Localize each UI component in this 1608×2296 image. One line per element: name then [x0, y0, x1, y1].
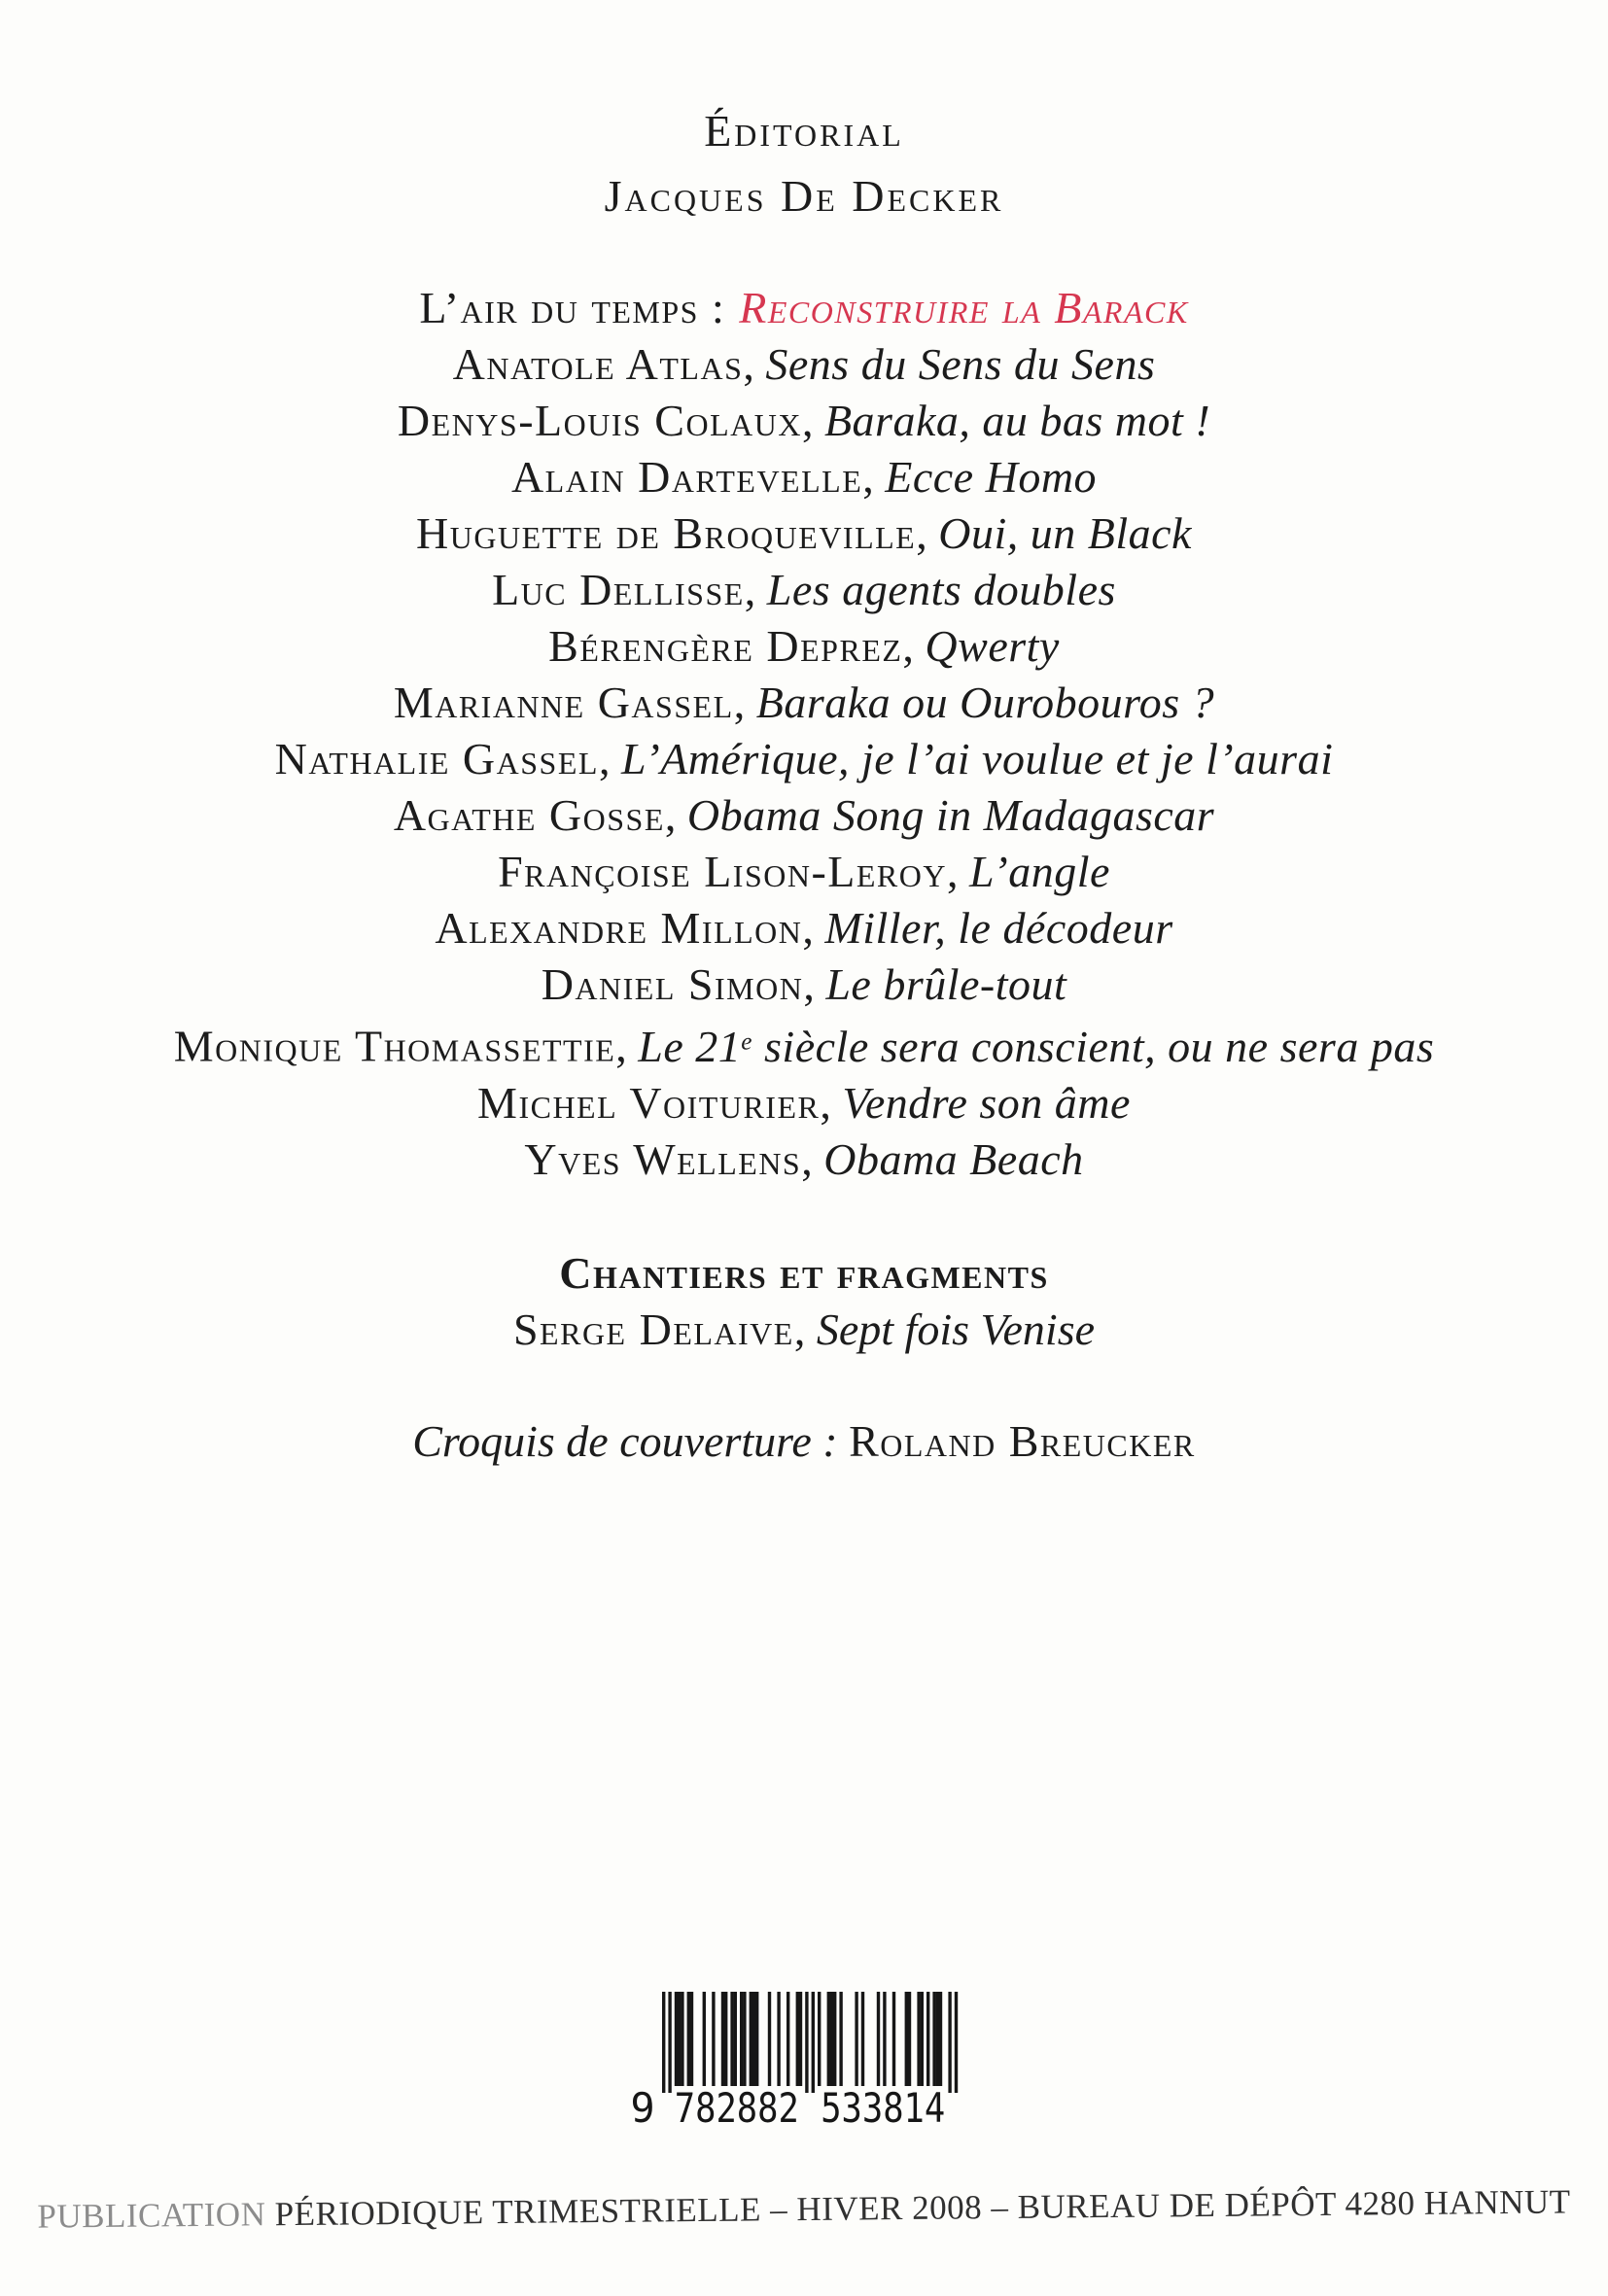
editorial-title: Éditorial: [704, 106, 904, 156]
cover-credit-line: [0, 1413, 1608, 1470]
entry-separator: ,: [902, 621, 926, 671]
isbn-barcode: [0, 1986, 1608, 2132]
air-du-temps-label: L’air du temps :: [419, 283, 726, 332]
entry-title: L’angle: [969, 847, 1110, 896]
publication-footer: [0, 2181, 1608, 2238]
entry-title: Les agents doubles: [766, 565, 1116, 614]
cover-credit-label: Croquis de couverture :: [412, 1416, 838, 1466]
toc-entry: [0, 393, 1608, 449]
svg-text:782882: 782882: [674, 2084, 799, 2132]
air-du-temps-theme: Reconstruire la Barack: [739, 283, 1189, 332]
entry-title: L’Amérique, je l’ai voulue et je l’aurai: [620, 734, 1334, 783]
entry-author: Alexandre Millon: [435, 903, 803, 953]
svg-text:9: 9: [630, 2084, 655, 2132]
entry-separator: ,: [916, 508, 939, 558]
toc-entry: [0, 787, 1608, 844]
entry-title: Oui, un Black: [938, 508, 1192, 558]
entry-author: Yves Wellens: [524, 1133, 802, 1184]
entry-title: Baraka ou Ourobouros ?: [755, 678, 1215, 727]
entry-separator: ,: [744, 565, 767, 614]
toc-entry: [0, 562, 1608, 618]
toc-entry: [0, 675, 1608, 731]
entry-separator: ,: [803, 959, 826, 1009]
air-du-temps-heading: [0, 280, 1608, 336]
toc-entry: [0, 731, 1608, 787]
entry-author: Denys-Louis Colaux: [397, 396, 802, 445]
toc-entry: [0, 900, 1608, 957]
footer-faded-word: PUBLICATION: [37, 2195, 266, 2236]
entry-title: Le brûle-tout: [825, 959, 1067, 1009]
entry-separator: ,: [801, 396, 824, 445]
entry-separator: ,: [664, 790, 687, 840]
chantiers-section: [0, 1245, 1608, 1358]
toc-entry: [0, 505, 1608, 562]
entry-title: Miller, le décodeur: [824, 903, 1173, 953]
editorial-author: Jacques De Decker: [604, 171, 1004, 221]
air-du-temps-section: [0, 280, 1608, 1188]
entry-title: Obama Beach: [823, 1133, 1084, 1184]
entry-author: Monique Thomassettie: [173, 1021, 616, 1071]
entry-author: Marianne Gassel: [393, 678, 734, 727]
entry-title: Qwerty: [925, 621, 1060, 671]
footer-text: PÉRIODIQUE TRIMESTRIELLE – HIVER 2008 – BUREAU DE DÉPÔT 4280 HANNUT: [274, 2182, 1571, 2234]
entry-author: Bérengère Deprez: [548, 621, 903, 671]
entry-title: Baraka, au bas mot !: [823, 396, 1211, 445]
toc-entry: [0, 1013, 1608, 1075]
entry-separator: ,: [947, 847, 969, 896]
entry-title: Sept fois Venise: [816, 1305, 1096, 1354]
toc-entry: [0, 1131, 1608, 1188]
entry-title: Vendre son âme: [842, 1077, 1131, 1128]
chantiers-heading: Chantiers et fragments: [559, 1248, 1049, 1298]
toc-entry: [0, 957, 1608, 1013]
entry-author: Françoise Lison-Leroy: [498, 847, 947, 896]
entry-separator: ,: [793, 1305, 817, 1354]
toc-entry: [0, 449, 1608, 505]
svg-text:533814: 533814: [821, 2084, 946, 2132]
entry-title: Ecce Homo: [885, 452, 1098, 502]
entry-author: Michel Voiturier: [477, 1077, 821, 1128]
cover-credit-author: Roland Breucker: [849, 1416, 1196, 1466]
entry-separator: ,: [802, 903, 825, 953]
entry-separator: ,: [733, 678, 756, 727]
toc-entry: [0, 618, 1608, 675]
toc-entry: [0, 1302, 1608, 1358]
entry-separator: ,: [820, 1077, 843, 1128]
editorial-header: [0, 98, 1608, 228]
entry-separator: ,: [598, 734, 621, 783]
toc-entry: [0, 1075, 1608, 1131]
entry-title: Obama Song in Madagascar: [686, 790, 1215, 840]
entry-author: Agathe Gosse: [393, 790, 665, 840]
air-du-temps-list: [0, 336, 1608, 1188]
entry-title: Sens du Sens du Sens: [765, 339, 1156, 389]
entry-author: Anatole Atlas: [452, 339, 744, 389]
entry-separator: ,: [743, 339, 766, 389]
entry-author: Alain Dartevelle: [510, 452, 863, 502]
entry-separator: ,: [862, 452, 886, 502]
entry-separator: ,: [801, 1133, 824, 1184]
entry-author: Huguette de Broqueville: [416, 508, 917, 558]
ean13-barcode: [629, 1986, 979, 2132]
entry-author: Nathalie Gassel: [274, 734, 599, 783]
entry-title: Le 21e siècle sera conscient, ou ne sera pas: [638, 1021, 1435, 1071]
chantiers-list: [0, 1302, 1608, 1358]
entry-author: Luc Dellisse: [492, 565, 745, 614]
toc-entry: [0, 336, 1608, 393]
entry-author: Serge Delaive: [512, 1305, 794, 1354]
toc-entry: [0, 844, 1608, 900]
entry-separator: ,: [615, 1021, 639, 1071]
entry-author: Daniel Simon: [541, 959, 804, 1009]
